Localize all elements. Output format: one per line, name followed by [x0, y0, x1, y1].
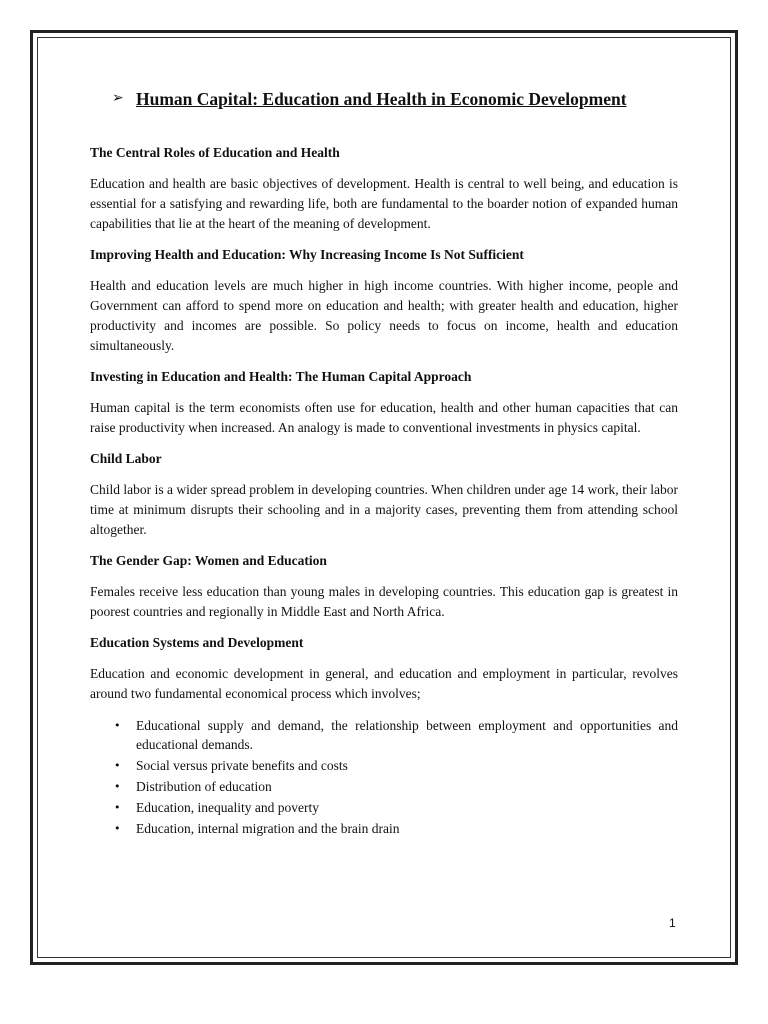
section-heading-improving-health: Improving Health and Education: Why Increasing Income Is Not Sufficient — [90, 247, 524, 262]
section-body-improving-health: Health and education levels are much higher in high income countries. With higher income, people and Government can afford to spend more on education and health; with greater health and education, higher productivity and incomes are possible. So policy needs to focus on income, health and education simultaneously. — [90, 278, 678, 353]
list-item — [90, 716, 678, 754]
section-body-child-labor: Child labor is a wider spread problem in developing countries. When children under age 14 work, their labor time at minimum disrupts their schooling and in a majority cases, preventing them from attending school altogether. — [90, 482, 678, 537]
list-item-text: Educational supply and demand, the relationship between employment and opportunities and educational demands. — [136, 718, 678, 752]
document-content — [90, 86, 678, 840]
section-body-human-capital: Human capital is the term economists often use for education, health and other human capacities that can raise productivity when increased. An analogy is made to conventional investments in physics capital. — [90, 400, 678, 435]
arrow-bullet-icon: ➢ — [112, 90, 124, 106]
bullet-icon: • — [114, 759, 121, 772]
list-item — [90, 798, 678, 817]
list-item — [90, 819, 678, 838]
page-number: 1 — [669, 916, 676, 930]
section-heading-human-capital: Investing in Education and Health: The Human Capital Approach — [90, 369, 472, 384]
list-item — [90, 756, 678, 775]
section-heading-education-systems: Education Systems and Development — [90, 635, 304, 650]
title-row — [90, 86, 678, 116]
list-item-text: Social versus private benefits and costs — [136, 758, 348, 773]
bullet-list — [90, 716, 678, 838]
list-item-text: Education, inequality and poverty — [136, 800, 319, 815]
section-body-gender-gap: Females receive less education than young males in developing countries. This education gap is greatest in poorest countries and regionally in Middle East and North Africa. — [90, 584, 678, 619]
list-item — [90, 777, 678, 796]
section-heading-child-labor: Child Labor — [90, 451, 162, 466]
list-item-text: Education, internal migration and the brain drain — [136, 821, 400, 836]
bullet-icon: • — [114, 801, 121, 814]
bullet-icon: • — [114, 780, 121, 793]
document-title: Human Capital: Education and Health in Economic Development — [136, 89, 627, 109]
bullet-icon: • — [114, 822, 121, 835]
section-body-education-systems: Education and economic development in general, and education and employment in particular, revolves around two fundamental economical process which involves; — [90, 666, 678, 701]
section-heading-gender-gap: The Gender Gap: Women and Education — [90, 553, 327, 568]
list-item-text: Distribution of education — [136, 779, 272, 794]
bullet-icon: • — [114, 719, 121, 732]
section-body-central-roles: Education and health are basic objectives of development. Health is central to well being, and education is essential for a satisfying and rewarding life, both are fundamental to the boarder notion of expanded human capabilities that lie at the heart of the meaning of development. — [90, 176, 678, 231]
section-heading-central-roles: The Central Roles of Education and Health — [90, 145, 340, 160]
